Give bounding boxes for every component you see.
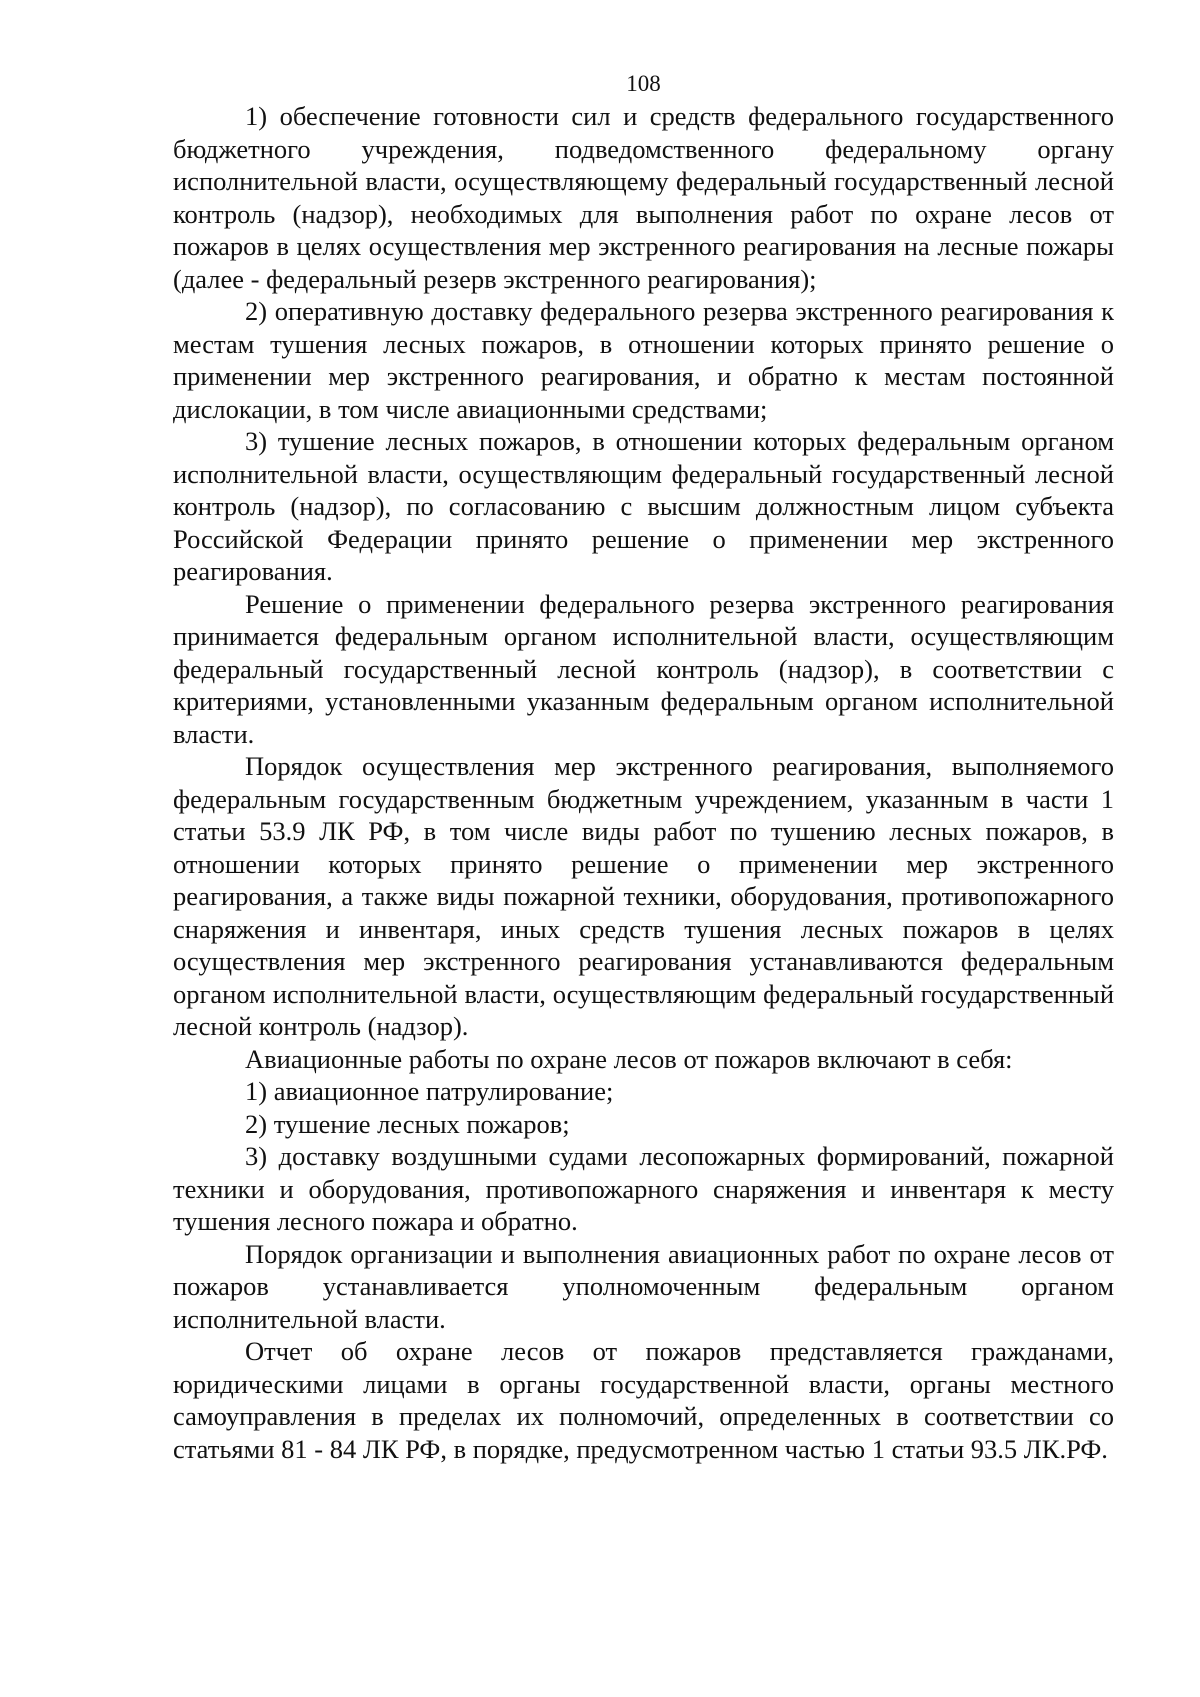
document-body [173, 100, 1114, 1465]
paragraph-aviation-order: Порядок организации и выполнения авиационных работ по охране лесов от пожаров устанавливается уполномоченным федеральным органом исполнительной власти. [173, 1238, 1114, 1334]
paragraph-decision: Решение о применении федерального резерва экстренного реагирования принимается федеральным органом исполнительной власти, осуществляющим федеральный государственный лесной контроль (надзор), в соответствии с критериями, установленными указанным федеральным органом исполнительной власти. [173, 588, 1114, 749]
paragraph-item-3: 3) тушение лесных пожаров, в отношении которых федеральным органом исполнительной власти, осуществляющим федеральный государственный лесной контроль (надзор), по согласованию с высшим должностным лицом субъекта Российской Федерации принято решение о применении мер экстренного реагирования. [173, 426, 1114, 586]
paragraph-aviation-intro: Авиационные работы по охране лесов от пожаров включают в себя: [245, 1043, 1013, 1074]
paragraph-aviation-item-2: 2) тушение лесных пожаров; [245, 1108, 570, 1139]
paragraph-aviation-item-3: 3) доставку воздушными судами лесопожарных формирований, пожарной техники и оборудования, противопожарного снаряжения и инвентаря к месту тушения лесного пожара и обратно. [173, 1141, 1114, 1236]
paragraph-item-1: 1) обеспечение готовности сил и средств федерального государственного бюджетного учреждения, подведомственного федеральному органу исполнительной власти, осуществляющему федеральный государственный лесной контроль (надзор), необходимых для выполнения работ по охране лесов от пожаров в целях осуществления мер экстренного реагирования на лесные пожары (далее - федеральный резерв экстренного реагирования); [173, 101, 1114, 294]
paragraph-report: Отчет об охране лесов от пожаров представляется гражданами, юридическими лицами в органы государственной власти, органы местного самоуправления в пределах их полномочий, определенных в соответствии со статьями 81 - 84 ЛК РФ, в порядке, предусмотренном частью 1 статьи 93.5 ЛК.РФ. [173, 1336, 1114, 1464]
page-number: 108 [626, 71, 661, 96]
paragraph-procedure: Порядок осуществления мер экстренного реагирования, выполняемого федеральным государственным бюджетным учреждением, указанным в части 1 статьи 53.9 ЛК РФ, в том числе виды работ по тушению лесных пожаров, в отношении которых принято решение о применении мер экстренного реагирования, а также виды пожарной техники, оборудования, противопожарного снаряжения и инвентаря, иных средств тушения лесных пожаров в целях осуществления мер экстренного реагирования устанавливаются федеральным органом исполнительной власти, осуществляющим федеральный государственный лесной контроль (надзор). [173, 751, 1114, 1041]
paragraph-aviation-item-1: 1) авиационное патрулирование; [245, 1076, 614, 1106]
paragraph-item-2: 2) оперативную доставку федерального резерва экстренного реагирования к местам тушения лесных пожаров, в отношении которых принято решение о применении мер экстренного реагирования, и обратно к местам постоянной дислокации, в том числе авиационными средствами; [173, 296, 1114, 424]
